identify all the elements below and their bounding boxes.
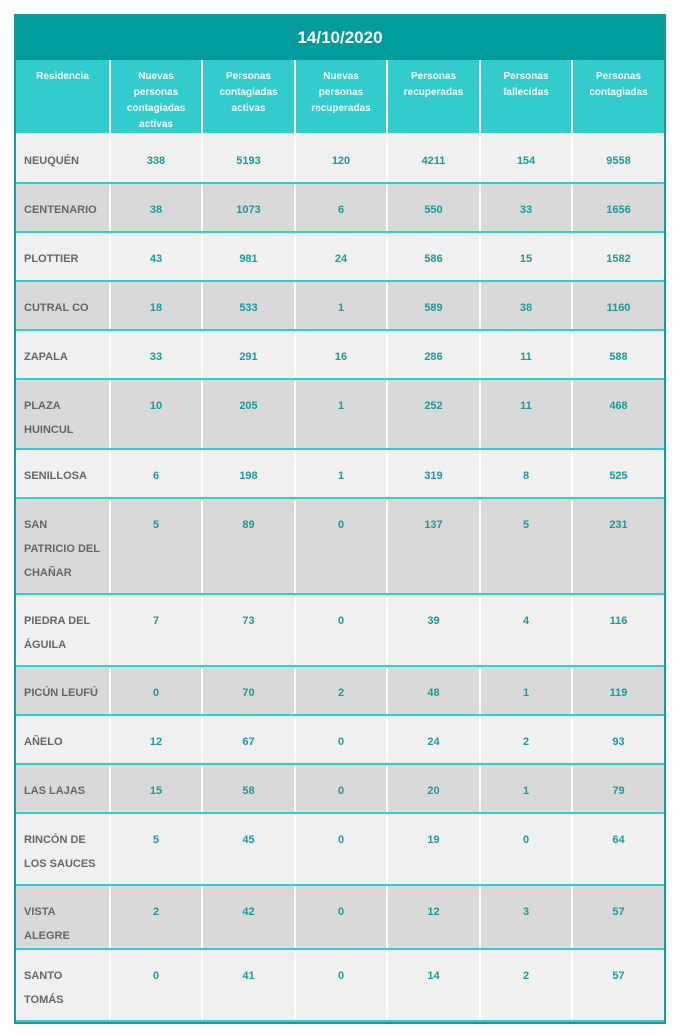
- cell-fallecidas: 11: [480, 379, 572, 449]
- cell-residencia: AÑELO: [16, 715, 110, 764]
- cell-contagiadas-activas: 89: [202, 498, 295, 594]
- cell-fallecidas: 1: [480, 666, 572, 715]
- cell-nuevas-recuperadas: 0: [295, 498, 387, 594]
- header-fallecidas: Personas fallecidas: [480, 60, 572, 134]
- cell-nuevas-contagiadas-activas: 0: [110, 949, 202, 1021]
- table-row: [16, 379, 664, 449]
- cell-contagiadas-activas: 533: [202, 281, 295, 330]
- header-recuperadas: Personas recuperadas: [387, 60, 480, 134]
- table-row: [16, 281, 664, 330]
- cell-nuevas-contagiadas-activas: 12: [110, 715, 202, 764]
- cell-fallecidas: 0: [480, 813, 572, 885]
- cell-contagiadas-activas: 291: [202, 330, 295, 379]
- cell-residencia: SAN PATRICIO DEL CHAÑAR: [16, 498, 110, 594]
- cell-contagiadas: 1160: [572, 281, 664, 330]
- cell-recuperadas: 20: [387, 764, 480, 813]
- cell-contagiadas-activas: 67: [202, 715, 295, 764]
- cell-recuperadas: 586: [387, 232, 480, 281]
- header-nuevas-recuperadas: Nuevas personas recuperadas: [295, 60, 387, 134]
- cell-recuperadas: 286: [387, 330, 480, 379]
- cell-contagiadas: 119: [572, 666, 664, 715]
- cell-fallecidas: 5: [480, 498, 572, 594]
- cell-residencia: CUTRAL CO: [16, 281, 110, 330]
- cell-nuevas-recuperadas: 0: [295, 764, 387, 813]
- cell-contagiadas: 231: [572, 498, 664, 594]
- table-row: [16, 183, 664, 232]
- cell-recuperadas: 550: [387, 183, 480, 232]
- cell-contagiadas-activas: 981: [202, 232, 295, 281]
- cell-nuevas-recuperadas: 120: [295, 134, 387, 183]
- cell-contagiadas: 1582: [572, 232, 664, 281]
- cell-recuperadas: 48: [387, 666, 480, 715]
- cell-fallecidas: 11: [480, 330, 572, 379]
- cell-nuevas-recuperadas: 0: [295, 594, 387, 666]
- cell-recuperadas: 252: [387, 379, 480, 449]
- cell-contagiadas-activas: 5193: [202, 134, 295, 183]
- cell-nuevas-contagiadas-activas: 5: [110, 813, 202, 885]
- cell-recuperadas: 19: [387, 813, 480, 885]
- cell-contagiadas-activas: 198: [202, 449, 295, 498]
- cell-nuevas-contagiadas-activas: 2: [110, 885, 202, 949]
- cell-residencia: NEUQUÉN: [16, 134, 110, 183]
- cell-contagiadas-activas: 70: [202, 666, 295, 715]
- cell-fallecidas: 3: [480, 885, 572, 949]
- cell-residencia: PLOTTIER: [16, 232, 110, 281]
- cell-contagiadas-activas: 58: [202, 764, 295, 813]
- cell-contagiadas: 64: [572, 813, 664, 885]
- table-title-date: 14/10/2020: [16, 16, 664, 60]
- cell-contagiadas-activas: 1073: [202, 183, 295, 232]
- cell-nuevas-contagiadas-activas: 6: [110, 449, 202, 498]
- cell-nuevas-contagiadas-activas: 0: [110, 666, 202, 715]
- cell-contagiadas: 468: [572, 379, 664, 449]
- cell-recuperadas: 12: [387, 885, 480, 949]
- cases-table: [16, 60, 664, 1022]
- cell-nuevas-contagiadas-activas: 15: [110, 764, 202, 813]
- cell-nuevas-recuperadas: 0: [295, 949, 387, 1021]
- cell-residencia: SANTO TOMÁS: [16, 949, 110, 1021]
- cell-nuevas-contagiadas-activas: 18: [110, 281, 202, 330]
- cell-contagiadas-activas: 41: [202, 949, 295, 1021]
- cell-contagiadas: 1656: [572, 183, 664, 232]
- cell-recuperadas: 137: [387, 498, 480, 594]
- cell-contagiadas: 525: [572, 449, 664, 498]
- table-row: [16, 594, 664, 666]
- cell-recuperadas: 24: [387, 715, 480, 764]
- cell-fallecidas: 154: [480, 134, 572, 183]
- cell-fallecidas: 4: [480, 594, 572, 666]
- cell-nuevas-recuperadas: 1: [295, 379, 387, 449]
- table-row: [16, 764, 664, 813]
- cell-contagiadas-activas: 205: [202, 379, 295, 449]
- cell-recuperadas: 319: [387, 449, 480, 498]
- cell-contagiadas-activas: 45: [202, 813, 295, 885]
- cell-fallecidas: 38: [480, 281, 572, 330]
- cell-fallecidas: 15: [480, 232, 572, 281]
- cell-residencia: SENILLOSA: [16, 449, 110, 498]
- header-row: [16, 60, 664, 134]
- cell-nuevas-recuperadas: 24: [295, 232, 387, 281]
- table-row: [16, 498, 664, 594]
- cell-contagiadas: 588: [572, 330, 664, 379]
- header-residencia: Residencia: [16, 60, 110, 134]
- table-row: [16, 666, 664, 715]
- cell-contagiadas: 93: [572, 715, 664, 764]
- cell-nuevas-contagiadas-activas: 33: [110, 330, 202, 379]
- table-row: [16, 232, 664, 281]
- cell-nuevas-recuperadas: 1: [295, 449, 387, 498]
- cell-residencia: LAS LAJAS: [16, 764, 110, 813]
- cell-contagiadas-activas: 42: [202, 885, 295, 949]
- cell-recuperadas: 39: [387, 594, 480, 666]
- table-row: [16, 949, 664, 1021]
- cell-nuevas-recuperadas: 16: [295, 330, 387, 379]
- cell-residencia: PICÚN LEUFÚ: [16, 666, 110, 715]
- cell-nuevas-recuperadas: 0: [295, 813, 387, 885]
- cell-fallecidas: 1: [480, 764, 572, 813]
- cell-recuperadas: 4211: [387, 134, 480, 183]
- cell-contagiadas: 9558: [572, 134, 664, 183]
- cell-nuevas-recuperadas: 0: [295, 885, 387, 949]
- cell-contagiadas-activas: 73: [202, 594, 295, 666]
- header-contagiadas-activas: Personas contagiadas activas: [202, 60, 295, 134]
- cell-residencia: PLAZA HUINCUL: [16, 379, 110, 449]
- cell-contagiadas: 57: [572, 885, 664, 949]
- cell-nuevas-contagiadas-activas: 7: [110, 594, 202, 666]
- cell-fallecidas: 2: [480, 949, 572, 1021]
- cell-nuevas-recuperadas: 1: [295, 281, 387, 330]
- cell-nuevas-contagiadas-activas: 43: [110, 232, 202, 281]
- cell-contagiadas: 116: [572, 594, 664, 666]
- cell-contagiadas: 57: [572, 949, 664, 1021]
- covid-table-container: [14, 14, 666, 1024]
- cell-residencia: VISTA ALEGRE: [16, 885, 110, 949]
- cell-nuevas-recuperadas: 2: [295, 666, 387, 715]
- cell-residencia: CENTENARIO: [16, 183, 110, 232]
- table-row: [16, 134, 664, 183]
- cell-recuperadas: 589: [387, 281, 480, 330]
- cell-recuperadas: 14: [387, 949, 480, 1021]
- table-body: [16, 134, 664, 1021]
- cell-nuevas-contagiadas-activas: 10: [110, 379, 202, 449]
- cell-nuevas-contagiadas-activas: 5: [110, 498, 202, 594]
- table-row: [16, 330, 664, 379]
- header-nuevas-contagiadas-activas: Nuevas personas contagiadas activas: [110, 60, 202, 134]
- cell-residencia: PIEDRA DEL ÁGUILA: [16, 594, 110, 666]
- cell-fallecidas: 33: [480, 183, 572, 232]
- cell-fallecidas: 8: [480, 449, 572, 498]
- cell-nuevas-recuperadas: 0: [295, 715, 387, 764]
- table-row: [16, 813, 664, 885]
- cell-nuevas-contagiadas-activas: 38: [110, 183, 202, 232]
- table-row: [16, 715, 664, 764]
- cell-residencia: RINCÓN DE LOS SAUCES: [16, 813, 110, 885]
- cell-nuevas-recuperadas: 6: [295, 183, 387, 232]
- cell-nuevas-contagiadas-activas: 338: [110, 134, 202, 183]
- cell-fallecidas: 2: [480, 715, 572, 764]
- table-row: [16, 449, 664, 498]
- cell-contagiadas: 79: [572, 764, 664, 813]
- header-contagiadas: Personas contagiadas: [572, 60, 664, 134]
- table-row: [16, 885, 664, 949]
- cell-residencia: ZAPALA: [16, 330, 110, 379]
